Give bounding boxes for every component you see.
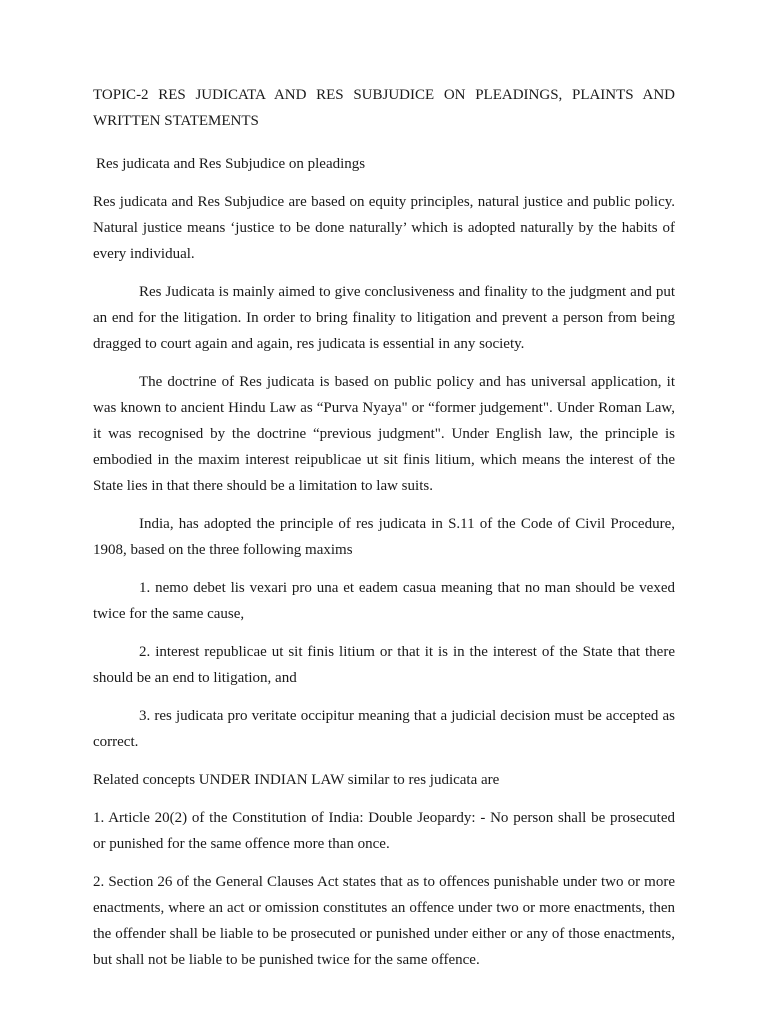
paragraph-related-concepts: Related concepts UNDER INDIAN LAW similar to res judicata are	[93, 772, 500, 788]
paragraph-india-cpc: India, has adopted the principle of res judicata in S.11 of the Code of Civil Procedure, 1908, based on the three following maxims	[93, 516, 675, 558]
paragraph-doctrine-history: The doctrine of Res judicata is based on public policy and has universal application, it was known to ancient Hindu Law as “Purva Nyaya" or “former judgement". Under Roman Law, it was recognised by the doctrine “previous judgment". Under English law, the principle is embodied in the maxim interest reipublicae ut sit finis litium, which means the interest of the State lies in that there should be a limitation to law suits.	[93, 374, 675, 494]
list-item-article-20: 1. Article 20(2) of the Constitution of India: Double Jeopardy: - No person shall be prosecuted or punished for the same offence more than once.	[93, 810, 675, 852]
paragraph-natural-justice: Res judicata and Res Subjudice are based on equity principles, natural justice and public policy. Natural justice means ‘justice to be done naturally’ which is adopted naturally by the habits of every individual.	[93, 194, 675, 262]
list-item-maxim-1: 1. nemo debet lis vexari pro una et eadem casua meaning that no man should be vexed twice for the same cause,	[93, 580, 675, 622]
document-heading: TOPIC-2 RES JUDICATA AND RES SUBJUDICE ON PLEADINGS, PLAINTS AND WRITTEN STATEMENTS	[93, 87, 675, 129]
list-item-maxim-2: 2. interest republicae ut sit finis litium or that it is in the interest of the State that there should be an end to litigation, and	[93, 644, 675, 686]
document-page	[93, 82, 675, 985]
paragraph-finality: Res Judicata is mainly aimed to give conclusiveness and finality to the judgment and put an end for the litigation. In order to bring finality to litigation and prevent a person from being dragged to court again and again, res judicata is essential in any society.	[93, 284, 675, 352]
list-item-section-26: 2. Section 26 of the General Clauses Act states that as to offences punishable under two or more enactments, where an act or omission constitutes an offence under two or more enactments, then the offender shall be liable to be prosecuted or punished under either or any of those enactments, but shall not be liable to be punished twice for the same offence.	[93, 874, 675, 968]
document-subheading: Res judicata and Res Subjudice on pleadings	[96, 156, 366, 172]
list-item-maxim-3: 3. res judicata pro veritate occipitur meaning that a judicial decision must be accepted as correct.	[93, 708, 675, 750]
